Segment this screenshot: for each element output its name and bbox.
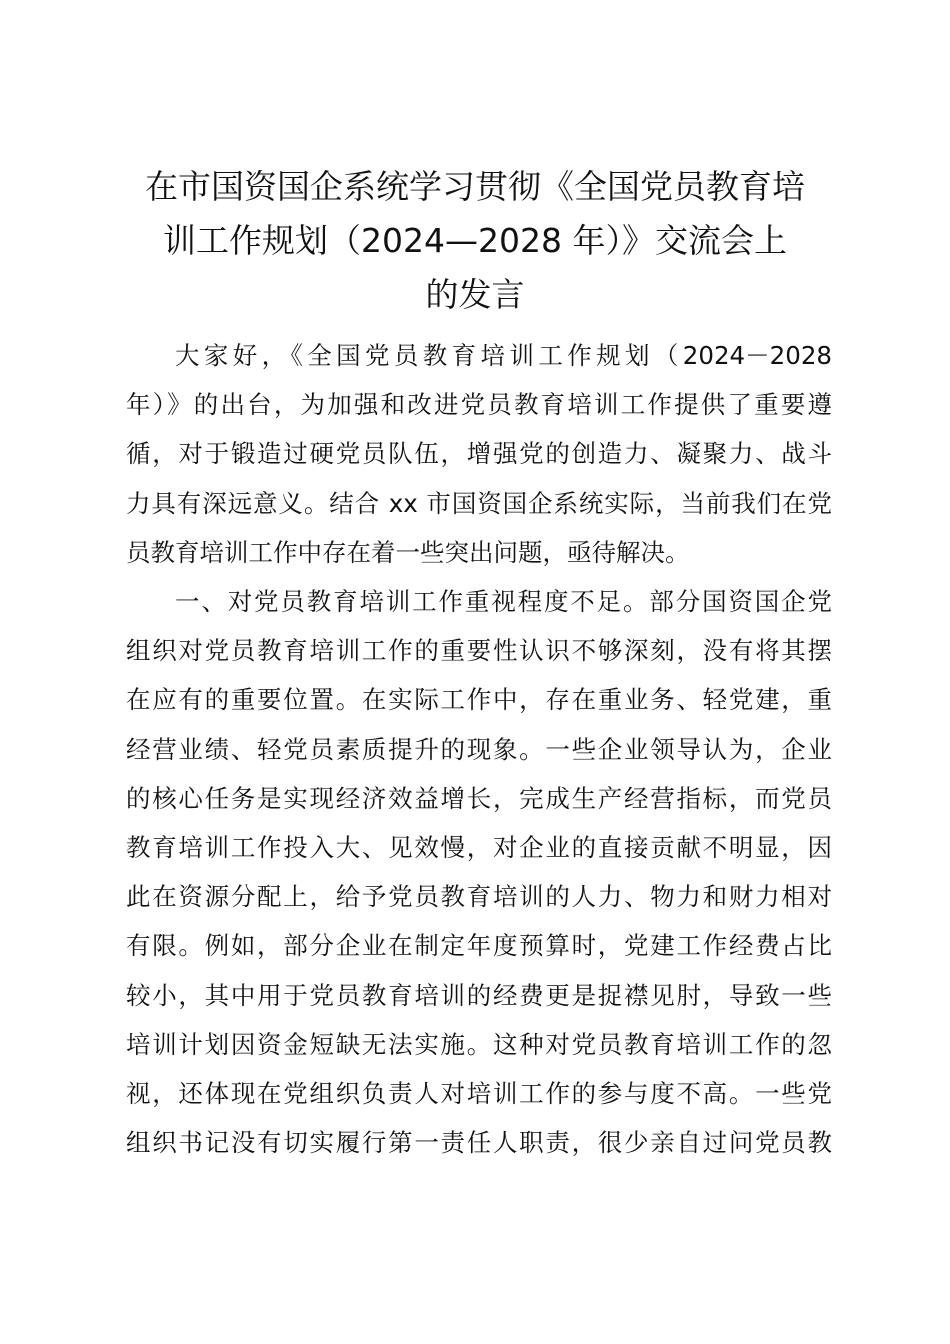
text-line: 此在资源分配上，给予党员教育培训的人力、物力和财力相对 xyxy=(126,882,832,912)
text-line: 力具有深远意义。结合 xx 市国资国企系统实际，当前我们在党 xyxy=(126,488,832,518)
text-line: 教育培训工作投入大、见效慢，对企业的直接贡献不明显，因 xyxy=(126,833,832,863)
text-line: 视，还体现在党组织负责人对培训工作的参与度不高。一些党 xyxy=(126,1079,832,1109)
text-line: 年）》的出台，为加强和改进党员教育培训工作提供了重要遵 xyxy=(126,390,832,420)
text-line: 组织书记没有切实履行第一责任人职责，很少亲自过问党员教 xyxy=(126,1128,832,1158)
text-line: 经营业绩、轻党员素质提升的现象。一些企业领导认为，企业 xyxy=(126,734,832,764)
text-line: 有限。例如，部分企业在制定年度预算时，党建工作经费占比 xyxy=(126,931,832,961)
text-line: 在应有的重要位置。在实际工作中，存在重业务、轻党建，重 xyxy=(126,685,832,715)
text-line: 员教育培训工作中存在着一些突出问题，亟待解决。 xyxy=(126,537,690,567)
text-line: 循，对于锻造过硬党员队伍，增强党的创造力、凝聚力、战斗 xyxy=(126,439,832,469)
document-title xyxy=(110,160,840,322)
title-line-2: 训工作规划（2024—2028 年）》交流会上 xyxy=(163,221,787,260)
text-line: 的核心任务是实现经济效益增长，完成生产经营指标，而党员 xyxy=(126,783,832,813)
text-line: 大家好，《全国党员教育培训工作规划（2024－2028 xyxy=(175,341,832,370)
text-line: 较小，其中用于党员教育培训的经费更是捉襟见肘，导致一些 xyxy=(126,980,832,1010)
paragraph-intro xyxy=(126,331,832,577)
title-line-1: 在市国资国企系统学习贯彻《全国党员教育培 xyxy=(145,167,805,206)
text-line: 培训计划因资金短缺无法实施。这种对党员教育培训工作的忽 xyxy=(126,1029,832,1059)
paragraph-section-1 xyxy=(126,577,832,1167)
title-line-3: 的发言 xyxy=(425,275,525,314)
document-body xyxy=(126,331,832,1167)
text-line: 组织对党员教育培训工作的重要性认识不够深刻，没有将其摆 xyxy=(126,636,832,666)
text-line: 一、对党员教育培训工作重视程度不足。部分国资国企党 xyxy=(175,587,832,617)
